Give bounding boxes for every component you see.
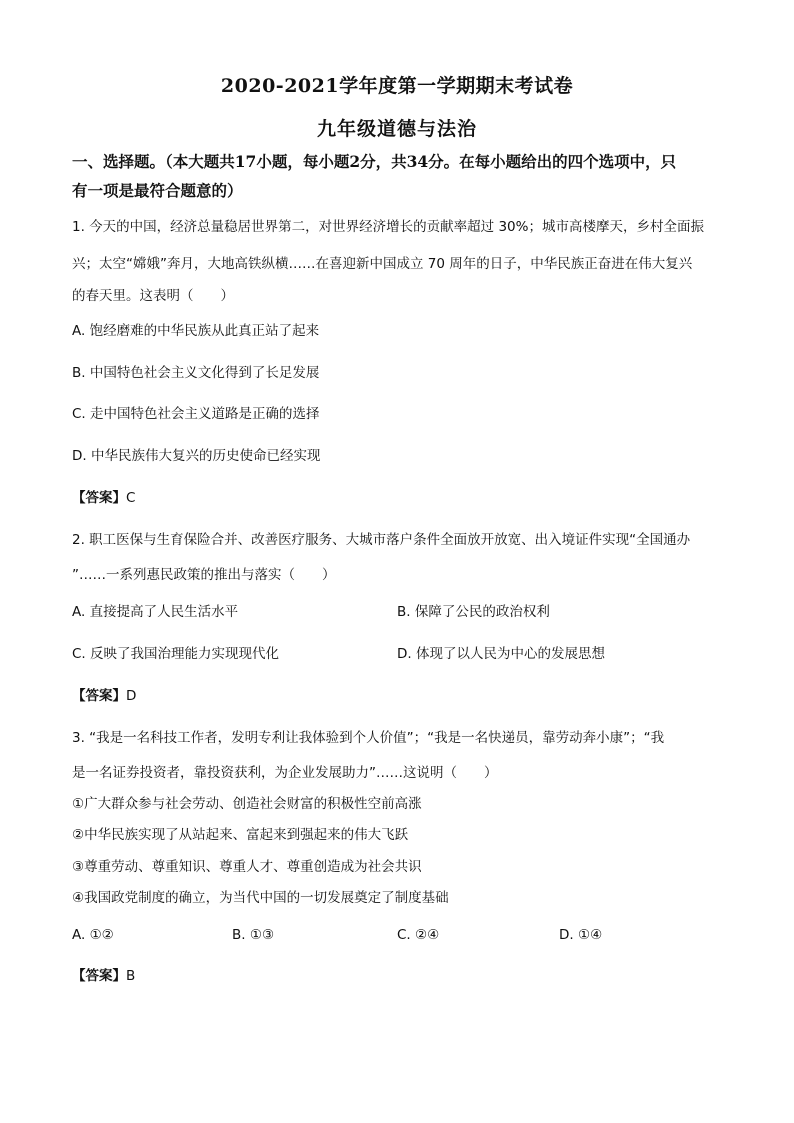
q3-item-2: ②中华民族实现了从站起来、富起来到强起来的伟大飞跃 [72, 827, 409, 843]
q2-option-b: B. 保障了公民的政治权利 [397, 604, 550, 620]
q3-item-3: ③尊重劳动、尊重知识、尊重人才、尊重创造成为社会共识 [72, 859, 422, 875]
q2-option-c: C. 反映了我国治理能力实现现代化 [72, 646, 280, 662]
q1-option-d: D. 中华民族伟大复兴的历史使命已经实现 [72, 448, 321, 464]
q3-item-1: ①广大群众参与社会劳动、创造社会财富的积极性空前高涨 [72, 796, 422, 812]
q3-option-d: D. ①④ [559, 927, 603, 943]
q3-answer [72, 967, 135, 985]
q1-answer [72, 489, 135, 507]
answer-tag: 【答案】 [72, 688, 126, 704]
q1-option-a: A. 饱经磨难的中华民族从此真正站了起来 [72, 323, 320, 339]
section-heading-line1: 一、选择题。（本大题共17小题，每小题2分，共34分。在每小题给出的四个选项中，只 [72, 152, 677, 171]
q3-option-b: B. ①③ [232, 927, 275, 943]
q2-option-a: A. 直接提高了人民生活水平 [72, 604, 239, 620]
answer-value: B [126, 968, 136, 984]
page-title: 2020-2021学年度第一学期期末考试卷 [220, 75, 574, 97]
q1-stem-line1: 1. 今天的中国，经济总量稳居世界第二，对世界经济增长的贡献率超过 30%；城市高楼摩天，乡村全面振 [72, 219, 704, 235]
q3-stem-line1: 3. “我是一名科技工作者，发明专利让我体验到个人价值”；“我是一名快递员，靠劳动奔小康”；“我 [72, 730, 665, 746]
answer-value: C [126, 490, 136, 506]
q3-option-c: C. ②④ [397, 927, 440, 943]
q2-option-d: D. 体现了以人民为中心的发展思想 [397, 646, 605, 662]
q2-stem-line2: ”……一系列惠民政策的推出与落实（ ） [72, 567, 336, 583]
q1-option-c: C. 走中国特色社会主义道路是正确的选择 [72, 406, 320, 422]
answer-tag: 【答案】 [72, 490, 126, 506]
q1-stem-line3: 的春天里。这表明（ ） [72, 288, 234, 304]
q1-stem-line2: 兴；太空“嫦娥”奔月，大地高铁纵横……在喜迎新中国成立 70 周年的日子，中华民族正奋进在伟大复兴 [72, 256, 693, 272]
page-subtitle: 九年级道德与法治 [316, 118, 477, 140]
q3-item-4: ④我国政党制度的确立，为当代中国的一切发展奠定了制度基础 [72, 890, 449, 906]
q2-stem-line1: 2. 职工医保与生育保险合并、改善医疗服务、大城市落户条件全面放开放宽、出入境证件实现“全国通办 [72, 532, 691, 548]
q3-stem-line2: 是一名证券投资者，靠投资获利，为企业发展助力”……这说明（ ） [72, 765, 498, 781]
answer-value: D [126, 688, 137, 704]
q3-option-a: A. ①② [72, 927, 114, 943]
section-heading-line2: 有一项是最符合题意的） [72, 181, 243, 200]
q1-option-b: B. 中国特色社会主义文化得到了长足发展 [72, 365, 320, 381]
answer-tag: 【答案】 [72, 968, 126, 984]
q2-answer [72, 687, 136, 705]
